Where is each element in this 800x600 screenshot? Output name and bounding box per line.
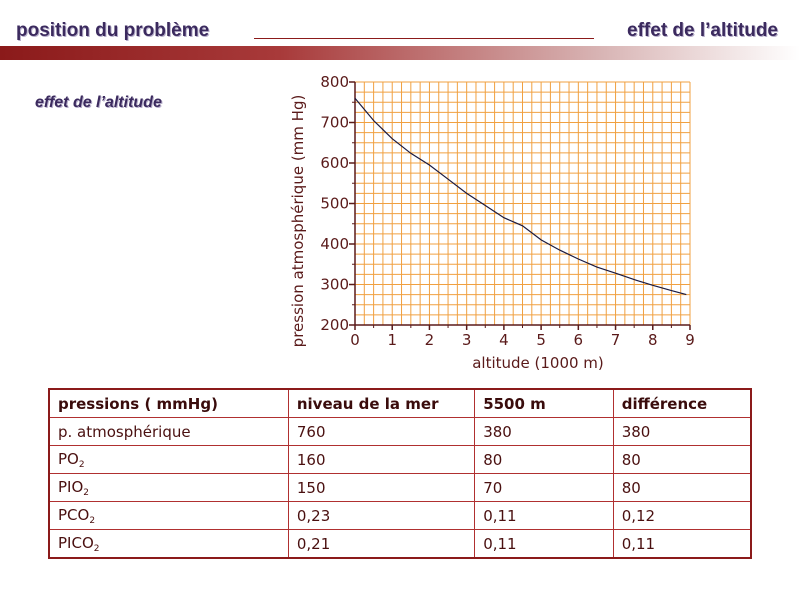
series-line — [355, 98, 686, 294]
row-label — [49, 474, 288, 502]
y-tick-label: 400 — [320, 235, 349, 253]
x-tick-label: 3 — [461, 331, 472, 349]
chart-grid — [355, 82, 690, 325]
table-cell: 0,23 — [288, 502, 474, 530]
x-tick-label: 8 — [648, 331, 658, 349]
x-tick-label: 6 — [573, 331, 584, 349]
table-cell: 0,11 — [613, 530, 751, 559]
table-cell: 150 — [288, 474, 474, 502]
table-cell: 80 — [475, 446, 614, 474]
table-row — [49, 446, 751, 474]
table-cell: 380 — [475, 418, 614, 446]
y-tick-label: 600 — [320, 154, 349, 172]
x-tick-label: 7 — [610, 331, 621, 349]
table-row — [49, 474, 751, 502]
row-label-subscript: 2 — [78, 459, 85, 470]
x-axis-label: altitude (1000 m) — [472, 354, 604, 372]
x-tick-label: 0 — [350, 331, 360, 349]
y-tick-label: 200 — [320, 316, 349, 334]
slide-title-right: effet de l’altitude — [627, 20, 778, 41]
slide-subtitle: effet de l’altitude — [35, 94, 162, 111]
table-cell: 0,11 — [475, 502, 614, 530]
row-label — [49, 446, 288, 474]
row-label — [49, 418, 288, 446]
x-tick-label: 5 — [536, 331, 546, 349]
row-label — [49, 502, 288, 530]
table-cell: 0,11 — [475, 530, 614, 559]
slide-title-left: position du problème — [16, 20, 210, 41]
table-cell: 0,12 — [613, 502, 751, 530]
row-label-subscript: 2 — [93, 543, 100, 554]
y-tick-label: 500 — [320, 194, 349, 213]
table-header-cell: niveau de la mer — [288, 389, 474, 418]
row-label-text: p. atmosphérique — [58, 422, 191, 441]
row-label-text: PO — [58, 449, 79, 468]
table-cell: 0,21 — [288, 530, 474, 559]
table-cell: 80 — [613, 474, 751, 502]
row-label-text: PIO — [58, 477, 84, 496]
table-row — [49, 502, 751, 530]
y-tick-label: 700 — [320, 113, 349, 132]
row-label-text: PCO — [58, 505, 90, 524]
pressure-table — [48, 388, 752, 559]
row-label-text: PICO — [58, 533, 94, 552]
table-cell: 80 — [613, 446, 751, 474]
table-cell: 160 — [288, 446, 474, 474]
row-label — [49, 530, 288, 559]
table-header-row — [49, 389, 751, 418]
row-label-subscript: 2 — [89, 515, 96, 526]
x-tick-label: 1 — [387, 331, 397, 349]
chart-series — [355, 98, 686, 294]
table-header-cell: 5500 m — [475, 389, 614, 418]
row-label-subscript: 2 — [83, 487, 90, 498]
table-cell: 70 — [475, 474, 614, 502]
table-row — [49, 530, 751, 559]
x-tick-label: 4 — [499, 331, 509, 349]
table-cell: 760 — [288, 418, 474, 446]
table-row — [49, 418, 751, 446]
y-tick-label: 800 — [320, 73, 349, 91]
table-header-cell: différence — [613, 389, 751, 418]
y-axis-label: pression atmosphérique (mm Hg) — [289, 94, 307, 348]
chart-axes — [320, 73, 694, 349]
x-tick-label: 9 — [685, 331, 695, 349]
y-tick-label: 300 — [320, 275, 349, 294]
x-tick-label: 2 — [424, 331, 435, 349]
table-cell: 380 — [613, 418, 751, 446]
table-header-cell: pressions ( mmHg) — [49, 389, 288, 418]
